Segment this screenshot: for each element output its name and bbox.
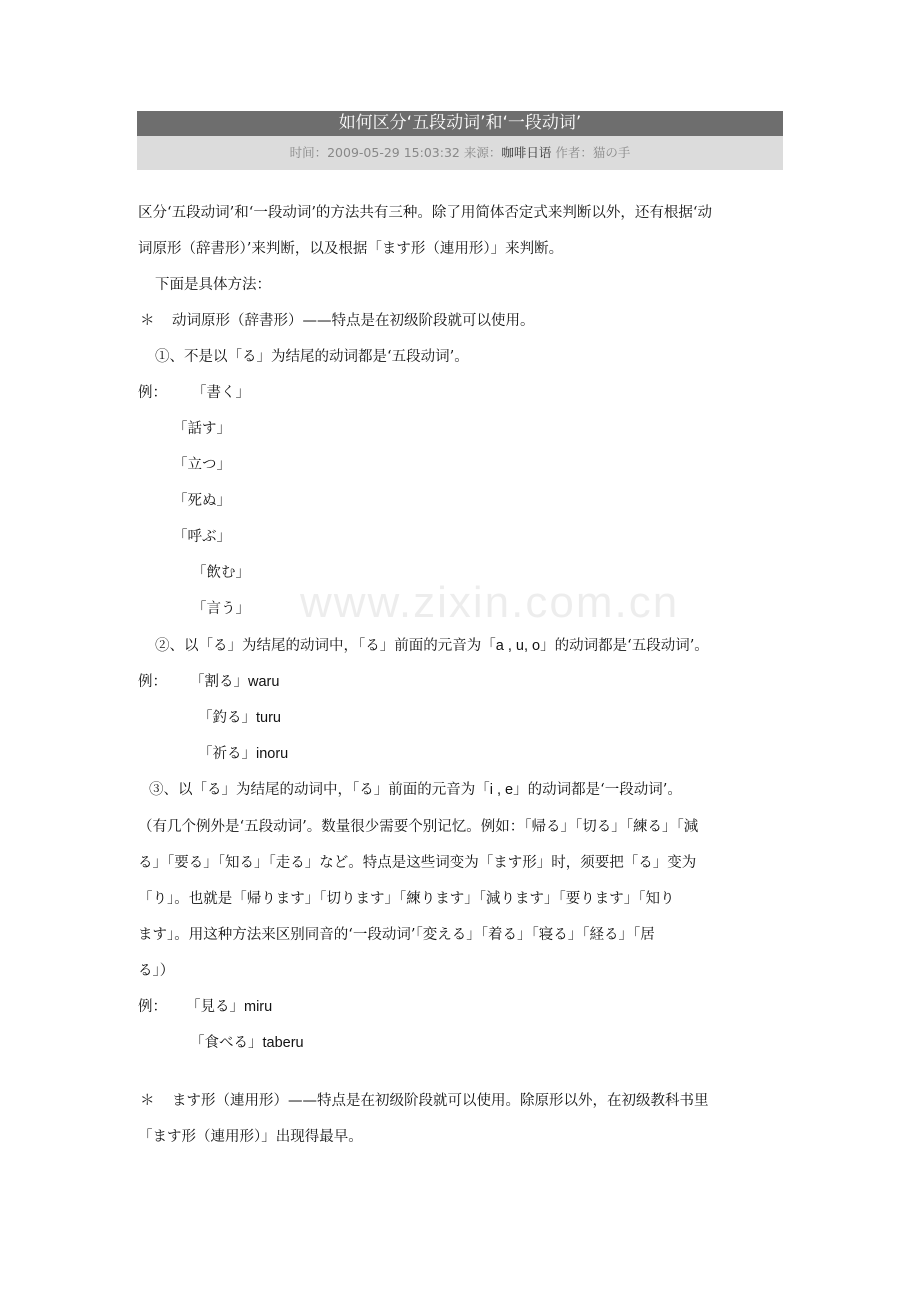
exceptions-line-3: 「り」。也就是「帰ります」「切ります」「練ります」「減ります」「要ります」「知り — [138, 891, 675, 907]
exceptions-line-4: ます」。用这种方法来区别同音的‘一段动词’「変える」「着る」「寝る」「経る」「居 — [138, 927, 655, 943]
rule2-part2: 」的动词都是‘五段动词’。 — [540, 638, 709, 654]
example-jp: 「割る」 — [190, 674, 248, 690]
article-title: 如何区分‘五段动词’和‘一段动词’ — [137, 111, 783, 136]
rule1-example: 「立つ」 — [173, 457, 231, 473]
section2-line-2: 「ます形（連用形）」出现得最早。 — [138, 1129, 363, 1145]
example-romaji: waru — [248, 674, 280, 690]
rule3-part1: ③、以「る」为结尾的动词中，「る」前面的元音为「 — [149, 782, 490, 798]
exceptions-line-1: （有几个例外是‘五段动词’。数量很少需要个别记忆。例如：「帰る」「切る」「練る」「減 — [138, 819, 699, 835]
rule2-vowels: a , u, o — [495, 638, 541, 654]
author-label: 作者： — [555, 145, 593, 160]
example-romaji: miru — [244, 999, 273, 1015]
rule3-example — [186, 997, 272, 1017]
section2-heading: ます形（連用形）——特点是在初级阶段就可以使用。除原形以外，在初级教科书里 — [172, 1093, 709, 1109]
example-label: 例： — [138, 674, 167, 690]
example-romaji: inoru — [256, 746, 289, 762]
example-jp: 「釣る」 — [198, 710, 256, 726]
rule1-text: ①、不是以「る」为结尾的动词都是‘五段动词’。 — [155, 349, 469, 365]
rule3-vowels: i , e — [489, 782, 514, 798]
rule2-part1: ②、以「る」为结尾的动词中，「る」前面的元音为「 — [155, 638, 496, 654]
rule3-text — [149, 780, 682, 800]
example-jp: 「食べる」 — [190, 1035, 263, 1051]
rule1-example: 「書く」 — [192, 385, 250, 401]
intro-line-2: 词原形（辞書形）’来判断，以及根据「ます形（連用形）」来判断。 — [138, 241, 564, 257]
example-label: 例： — [138, 999, 167, 1015]
section1-star: ＊ — [140, 313, 155, 329]
rule1-example: 「言う」 — [192, 601, 250, 617]
watermark: www.zixin.com.cn — [300, 578, 680, 627]
source-label: 来源： — [463, 145, 502, 160]
rule3-example — [190, 1033, 304, 1053]
rule1-example: 「呼ぶ」 — [173, 529, 231, 545]
rule1-example: 「話す」 — [173, 421, 231, 437]
exceptions-line-2: る」「要る」「知る」「走る」など。特点是这些词变为「ます形」时，须要把「る」变为 — [138, 855, 697, 871]
author-name: 猫の手 — [592, 145, 631, 160]
example-jp: 「見る」 — [186, 999, 244, 1015]
rule2-text — [155, 636, 709, 656]
rule2-example — [190, 672, 279, 692]
section2-star: ＊ — [140, 1093, 155, 1109]
source-link[interactable]: 咖啡日语 — [501, 145, 552, 160]
methods-intro: 下面是具体方法： — [155, 277, 271, 293]
section1-heading: 动词原形（辞書形）——特点是在初级阶段就可以使用。 — [172, 313, 535, 329]
publish-time: 2009-05-29 15:03:32 — [327, 145, 460, 160]
example-romaji: taberu — [262, 1035, 304, 1051]
exceptions-line-5: る」） — [138, 963, 175, 979]
rule2-example — [198, 708, 281, 728]
rule3-part2: 」的动词都是‘一段动词’。 — [513, 782, 682, 798]
rule2-example — [198, 744, 288, 764]
rule1-example: 「飲む」 — [192, 565, 250, 581]
article-meta — [137, 136, 783, 170]
time-label: 时间： — [289, 145, 328, 160]
example-romaji: turu — [256, 710, 281, 726]
example-label: 例： — [138, 385, 167, 401]
rule1-example: 「死ぬ」 — [173, 493, 231, 509]
intro-line-1: 区分‘五段动词’和‘一段动词’的方法共有三种。除了用简体否定式来判断以外，还有根据‘动 — [138, 205, 713, 221]
example-jp: 「祈る」 — [198, 746, 256, 762]
